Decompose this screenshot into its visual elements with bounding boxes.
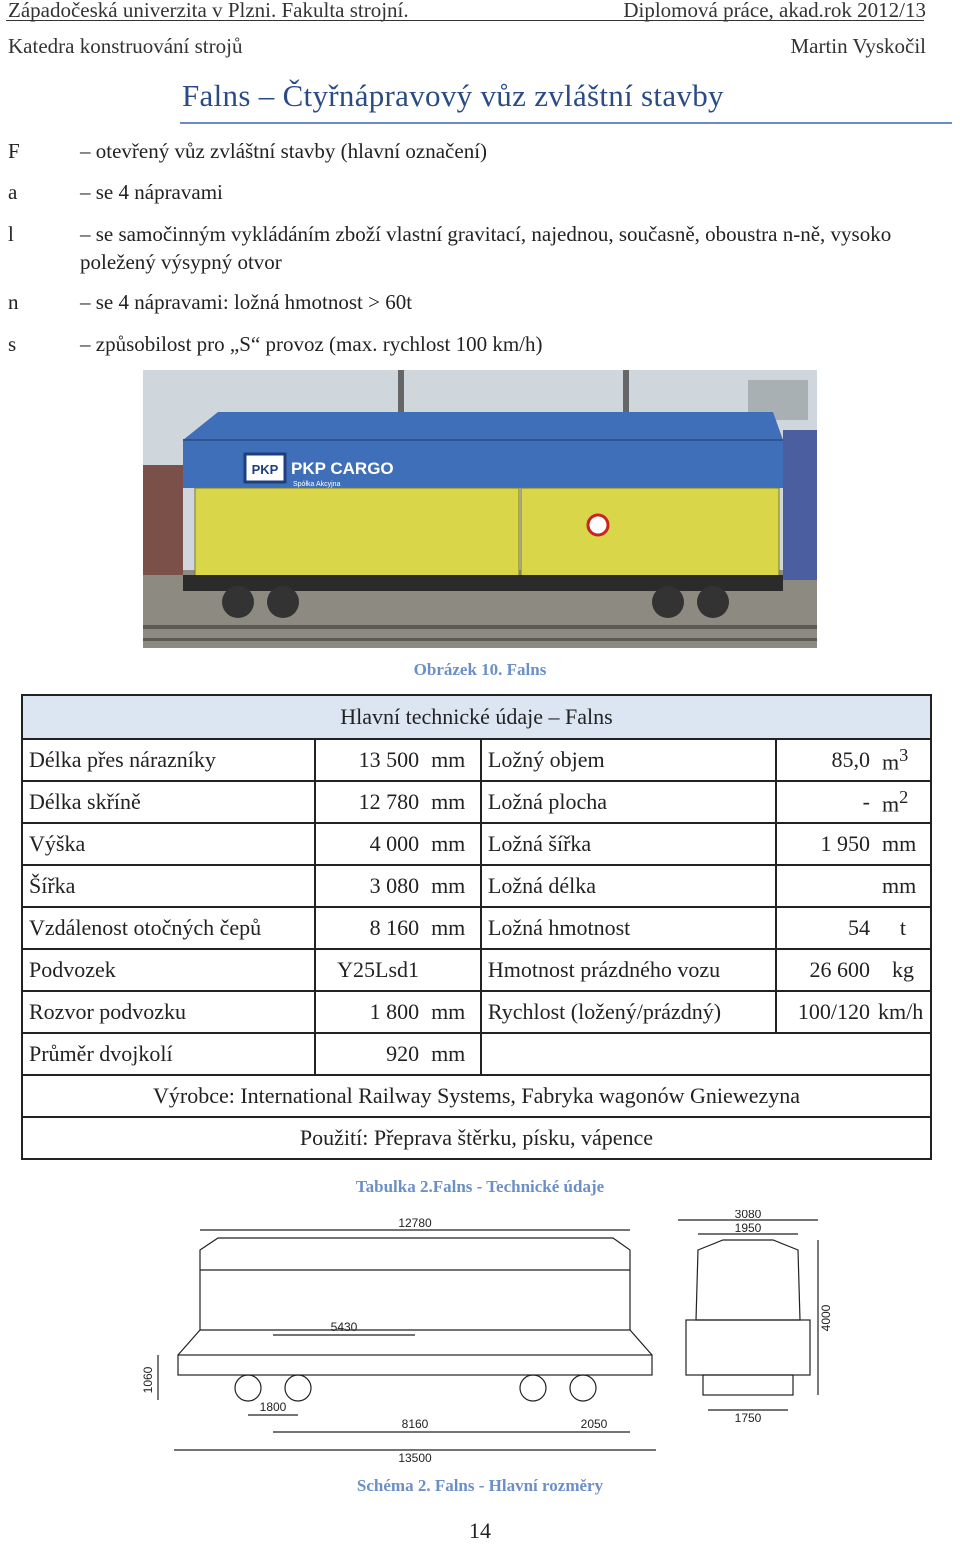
- definition-letter: a: [8, 180, 18, 204]
- table-row: [22, 907, 931, 949]
- spec-label: Podvozek: [22, 949, 315, 991]
- definition-letter: F: [8, 139, 20, 163]
- table-row: [22, 781, 931, 823]
- running-header-top: [0, 0, 960, 22]
- spec-unit-cell: [876, 739, 931, 781]
- spec-value: 13 500: [315, 739, 425, 781]
- spec-value: 4 000: [315, 823, 425, 865]
- header-university: Západočeská univerzita v Plzni. Fakulta strojní.: [8, 0, 409, 22]
- side-slope-line: [630, 1330, 652, 1355]
- spec-label: Rozvor podvozku: [22, 991, 315, 1033]
- spec-unit: mm: [425, 907, 481, 949]
- spec-value: 85,0: [776, 739, 876, 781]
- dim-gauge: 1750: [734, 1411, 762, 1425]
- definition-text: – se samočinným vykládáním zboží vlastní gravitací, najednou, současně, oboustra n-ně, vysoko poležený výsypný otvor: [80, 222, 892, 274]
- photo-caption: Obrázek 10. Falns: [413, 660, 547, 679]
- title-rule: [180, 122, 952, 124]
- spec-label: Ložná hmotnost: [481, 907, 776, 949]
- spec-unit: mm: [425, 865, 481, 907]
- manufacturer-row: Výrobce: International Railway Systems, Fabryka wagonów Gniewezyna: [22, 1075, 931, 1117]
- spec-unit: t: [876, 907, 931, 949]
- spec-value: 8 160: [315, 907, 425, 949]
- end-view: [678, 1220, 818, 1410]
- dimension-schema: [138, 1210, 838, 1468]
- spec-unit: mm: [876, 823, 931, 865]
- wagon-body-right: [521, 488, 779, 580]
- header-department: Katedra konstruování strojů: [8, 34, 243, 58]
- end-body-outline: [696, 1240, 800, 1320]
- spec-unit: mm: [425, 1033, 481, 1075]
- table-caption: Tabulka 2.Falns - Technické údaje: [355, 1177, 605, 1196]
- end-lower-body: [686, 1320, 810, 1375]
- spec-unit: m: [881, 791, 900, 817]
- spec-unit: mm: [425, 823, 481, 865]
- spec-unit: km/h: [876, 991, 931, 1033]
- spec-label: Ložný objem: [481, 739, 776, 781]
- wheel-icon: [285, 1375, 311, 1401]
- table-row: [22, 739, 931, 781]
- spec-label: Rychlost (ložený/prázdný): [481, 991, 776, 1033]
- spec-unit: mm: [876, 865, 931, 907]
- background-wagon: [783, 430, 817, 580]
- empty-cell: [481, 1033, 931, 1075]
- spec-unit: [425, 949, 481, 991]
- header-rule: [6, 20, 924, 21]
- end-bogie: [703, 1375, 793, 1395]
- definition-text: – otevřený vůz zvláštní stavby (hlavní označení): [80, 139, 488, 163]
- table-row: [22, 865, 931, 907]
- dim-buffers: 13500: [398, 1451, 432, 1465]
- definition-letter: s: [8, 332, 17, 356]
- wheel-icon: [652, 586, 684, 618]
- usage-row: Použití: Přeprava štěrku, písku, vápence: [22, 1117, 931, 1159]
- side-slope-line: [178, 1330, 200, 1355]
- wheel-icon: [520, 1375, 546, 1401]
- dim-overhang: 2050: [580, 1417, 608, 1431]
- spec-unit: m: [881, 749, 900, 775]
- table-row: [22, 1033, 931, 1075]
- spec-label: Ložná šířka: [481, 823, 776, 865]
- spec-label: Výška: [22, 823, 315, 865]
- rail: [143, 638, 817, 641]
- underframe: [183, 575, 783, 591]
- spec-unit: mm: [425, 739, 481, 781]
- spec-unit-exponent: 2: [899, 786, 909, 807]
- table-row: [22, 823, 931, 865]
- background-wagon: [143, 465, 183, 575]
- wheel-icon: [267, 586, 299, 618]
- spec-value: 1 950: [776, 823, 876, 865]
- spec-unit: mm: [425, 781, 481, 823]
- spec-value: 1 800: [315, 991, 425, 1033]
- dim-box-length: 12780: [398, 1216, 432, 1230]
- spec-label: Vzdálenost otočných čepů: [22, 907, 315, 949]
- spec-label: Průměr dvojkolí: [22, 1033, 315, 1075]
- spec-unit: kg: [876, 949, 931, 991]
- brand-subtitle: Spółka Akcyjna: [293, 481, 341, 488]
- dim-height: 4000: [819, 1304, 833, 1332]
- definition-text: – se 4 nápravami: ložná hmotnost > 60t: [80, 290, 413, 314]
- spec-label: Délka skříně: [22, 781, 315, 823]
- dim-bogie: 1800: [259, 1400, 287, 1414]
- side-underframe: [178, 1355, 652, 1375]
- wheel-icon: [570, 1375, 596, 1401]
- wheel-icon: [222, 586, 254, 618]
- table-row: [22, 991, 931, 1033]
- definition-text: – způsobilost pro „S“ provoz (max. rychlost 100 km/h): [80, 332, 543, 356]
- rail: [143, 625, 817, 629]
- header-author: Martin Vyskočil: [790, 34, 926, 58]
- spec-label: Hmotnost prázdného vozu: [481, 949, 776, 991]
- definition-text: – se 4 nápravami: [80, 180, 223, 204]
- spec-value: 3 080: [315, 865, 425, 907]
- warning-sign-icon: [588, 515, 608, 535]
- spec-label: Délka přes nárazníky: [22, 739, 315, 781]
- spec-label: Ložná plocha: [481, 781, 776, 823]
- spec-label: Šířka: [22, 865, 315, 907]
- spec-unit-cell: [876, 781, 931, 823]
- brand-text: PKP CARGO: [291, 459, 394, 478]
- section-title: Falns – Čtyřnápravový vůz zvláštní stavby: [182, 78, 724, 113]
- spec-unit: mm: [425, 991, 481, 1033]
- spec-value: 100/120: [776, 991, 876, 1033]
- header-thesis: Diplomová práce, akad.rok 2012/13: [623, 0, 926, 22]
- spec-value: 12 780: [315, 781, 425, 823]
- running-header-bottom: [0, 34, 960, 60]
- spec-label: Ložná délka: [481, 865, 776, 907]
- spec-value: -: [776, 781, 876, 823]
- table-row: [22, 949, 931, 991]
- spec-value: 54: [776, 907, 876, 949]
- spec-value: [776, 865, 876, 907]
- dim-width: 3080: [734, 1210, 762, 1221]
- definition-letter: n: [8, 290, 19, 314]
- wheel-icon: [235, 1375, 261, 1401]
- dim-height-side: 1060: [141, 1366, 155, 1394]
- specs-table: [21, 694, 932, 1160]
- wagon-photo: [143, 370, 817, 648]
- side-body-outline: [200, 1238, 630, 1330]
- spec-value: 920: [315, 1033, 425, 1075]
- table-heading: Hlavní technické údaje – Falns: [22, 695, 931, 739]
- logo-text: PKP: [251, 462, 279, 477]
- dim-pivot: 8160: [401, 1417, 429, 1431]
- dim-pivot-half: 5430: [330, 1320, 358, 1334]
- schema-caption: Schéma 2. Falns - Hlavní rozměry: [356, 1476, 604, 1495]
- wagon-body-left: [195, 488, 519, 580]
- wheel-icon: [697, 586, 729, 618]
- page-number: 14: [469, 1518, 491, 1543]
- definition-letter: l: [8, 222, 14, 246]
- dim-load-width: 1950: [734, 1221, 762, 1235]
- spec-value: Y25Lsd1: [315, 949, 425, 991]
- spec-unit-exponent: 3: [899, 744, 909, 765]
- spec-value: 26 600: [776, 949, 876, 991]
